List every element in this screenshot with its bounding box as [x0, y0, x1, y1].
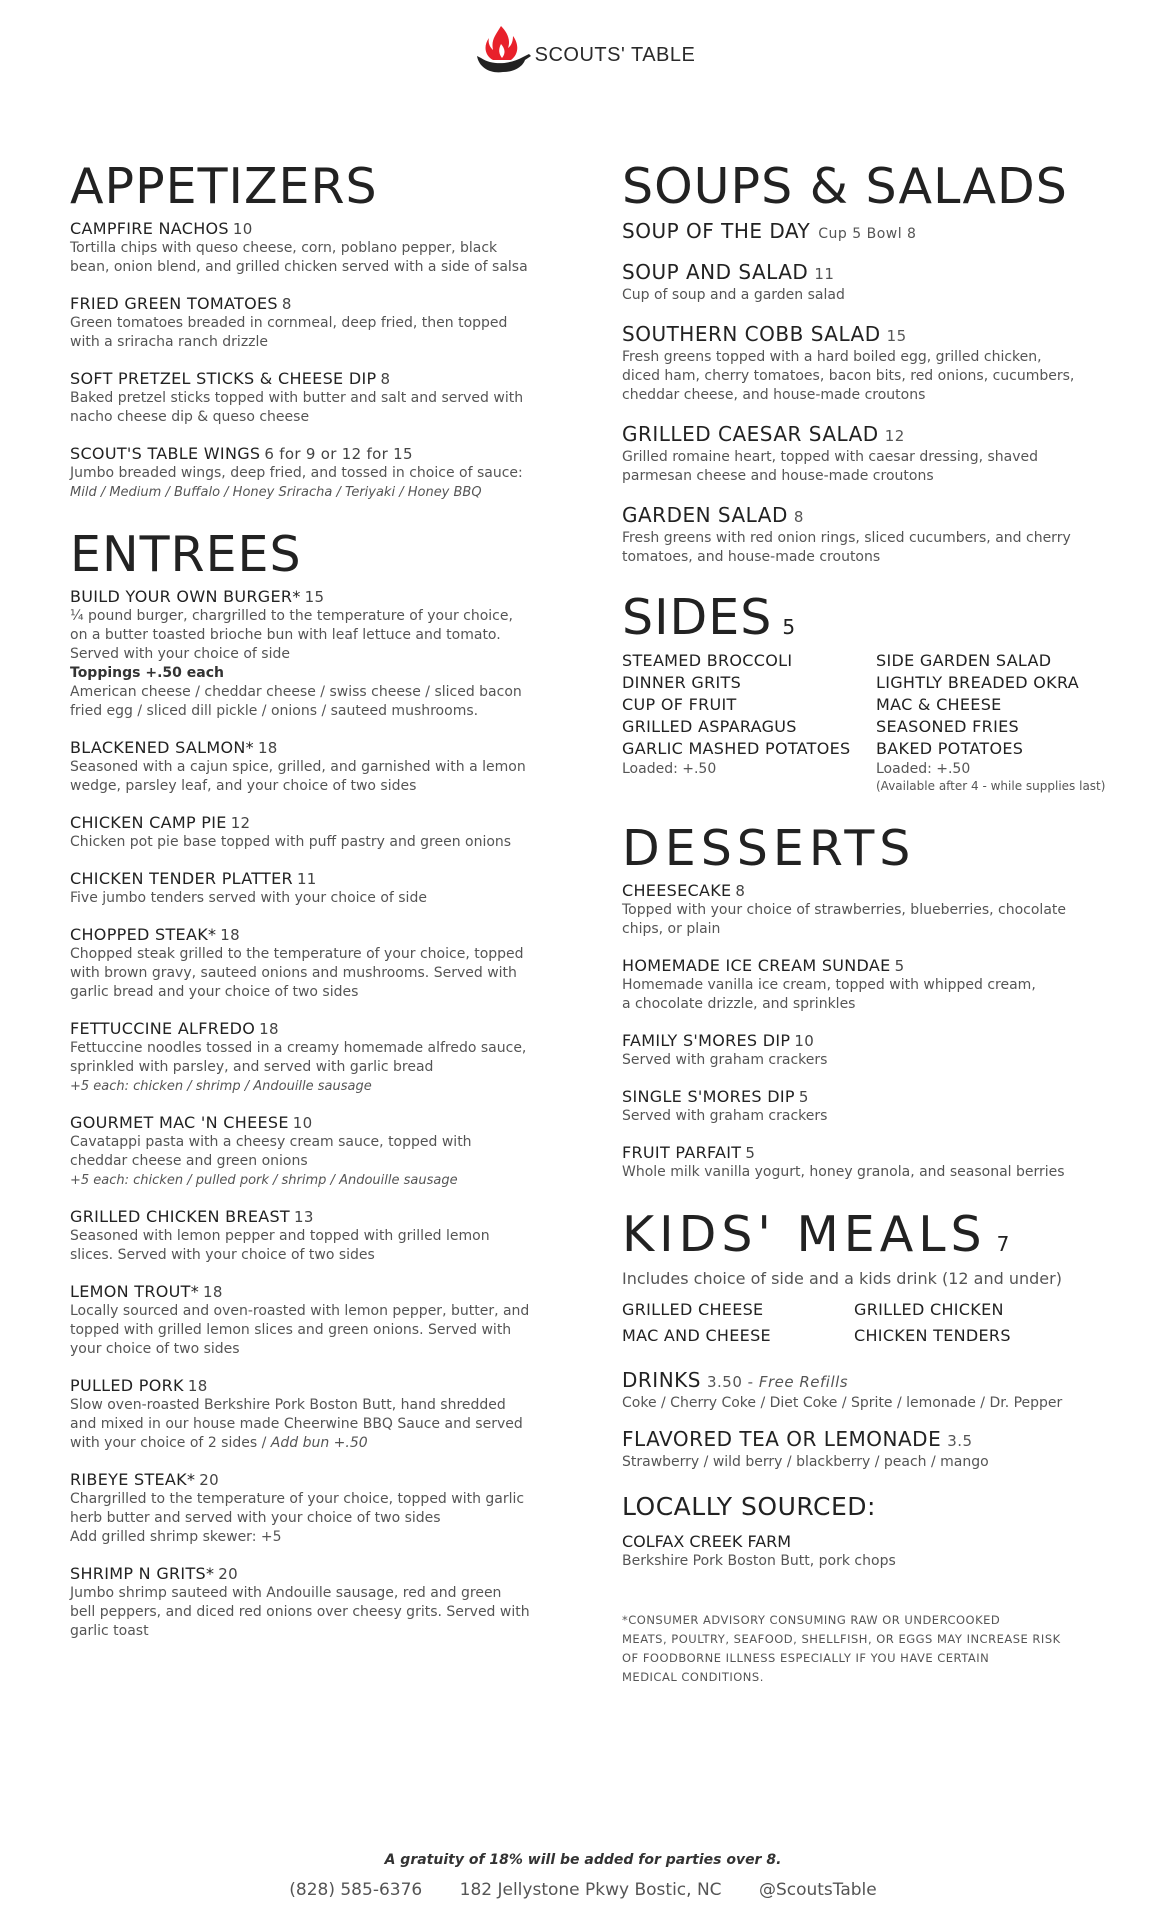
item-desc-line: Whole milk vanilla yogurt, honey granola, and seasonal berries: [622, 1164, 1065, 1180]
entrees-list: [70, 738, 560, 1641]
item-price: 3.50 -: [706, 1373, 759, 1391]
menu-item: [70, 813, 560, 852]
address: 182 Jellystone Pkwy Bostic, NC: [459, 1880, 722, 1900]
item-name: SOFT PRETZEL STICKS & CHEESE DIP: [70, 369, 377, 388]
item-name-row: [622, 956, 1122, 976]
item-name-row: [70, 1470, 560, 1490]
kids-note: Includes choice of side and a kids drink (12 and under): [622, 1269, 1062, 1288]
item-name: CHOPPED STEAK*: [70, 925, 217, 944]
gratuity-note: A gratuity of 18% will be added for parties over 8.: [384, 1852, 782, 1868]
item-addon: +5 each: chicken / shrimp / Andouille sausage: [70, 1079, 372, 1094]
item-desc-line: Served with graham crackers: [622, 1052, 828, 1068]
item-name-row: [70, 738, 560, 758]
item-price: 12: [230, 814, 251, 832]
menu-item: [70, 1564, 560, 1641]
item-name: RIBEYE STEAK*: [70, 1470, 196, 1489]
side-note: Loaded: +.50: [622, 761, 717, 777]
item-desc-line: parmesan cheese and house-made croutons: [622, 468, 934, 484]
item-price: 18: [220, 926, 240, 944]
kids-price: 7: [996, 1232, 1015, 1256]
menu-item: [622, 322, 1122, 405]
menu-item: [622, 422, 1122, 486]
item-price: 6 for 9 or 12 for 15: [264, 445, 413, 463]
side-item: LIGHTLY BREADED OKRA: [876, 673, 1079, 692]
item-name: LEMON TROUT*: [70, 1282, 200, 1301]
item-desc-line: topped with grilled lemon slices and green onions. Served with: [70, 1322, 512, 1338]
side-item: DINNER GRITS: [622, 673, 742, 692]
desserts-list: [622, 881, 1122, 1182]
item-price: 3.5: [947, 1432, 973, 1450]
item-price: 15: [304, 588, 325, 606]
item-name: GRILLED CHICKEN BREAST: [70, 1207, 291, 1226]
item-price-note: Free Refills: [758, 1373, 849, 1391]
item-desc-line: tomatoes, and house-made croutons: [622, 549, 881, 565]
item-name: HOMEMADE ICE CREAM SUNDAE: [622, 956, 891, 975]
item-price: 15: [886, 327, 907, 345]
item-addon: +5 each: chicken / pulled pork / shrimp / Andouille sausage: [70, 1173, 458, 1188]
brand-name: SCOUTS' TABLE: [534, 43, 696, 66]
side-item: STEAMED BROCCOLI: [622, 651, 793, 670]
side-item: SIDE GARDEN SALAD: [876, 651, 1052, 670]
item-desc-line: Strawberry / wild berry / blackberry / peach / mango: [622, 1454, 989, 1470]
item-desc-line: ¼ pound burger, chargrilled to the temperature of your choice,: [70, 608, 513, 624]
toppings-line: American cheese / cheddar cheese / swiss cheese / sliced bacon: [70, 684, 522, 700]
sides-grid: [622, 650, 1122, 794]
item-name: SOUP AND SALAD: [622, 260, 809, 284]
item-desc-line: Five jumbo tenders served with your choice of side: [70, 890, 427, 906]
item-desc-line: Tortilla chips with queso cheese, corn, poblano pepper, black: [70, 240, 498, 256]
side-note: Loaded: +.50: [876, 761, 971, 777]
kids-title: KIDS' MEALS: [622, 1206, 987, 1263]
item-price: 8: [281, 295, 292, 313]
item-addon: Add bun +.50: [270, 1435, 368, 1451]
item-desc-line: a chocolate drizzle, and sprinkles: [622, 996, 856, 1012]
item-name-row: [622, 881, 1122, 901]
sides-price: 5: [782, 615, 797, 639]
item-desc-line: diced ham, cherry tomatoes, bacon bits, red onions, cucumbers,: [622, 368, 1075, 384]
kids-grid: [622, 1300, 1122, 1346]
item-name: BUILD YOUR OWN BURGER*: [70, 587, 301, 606]
item-price: 8: [735, 882, 746, 900]
social-handle: @ScoutsTable: [758, 1880, 877, 1900]
item-price: 10: [794, 1032, 815, 1050]
item-desc-line: cheddar cheese and green onions: [70, 1153, 308, 1169]
item-name: BLACKENED SALMON*: [70, 738, 254, 757]
item-desc-line: Locally sourced and oven-roasted with lemon pepper, butter, and: [70, 1303, 530, 1319]
contact-info: [0, 1880, 1166, 1900]
item-name: GARDEN SALAD: [622, 503, 788, 527]
side-item: SEASONED FRIES: [876, 717, 1019, 736]
item-name-row: [70, 369, 560, 389]
side-item: CUP OF FRUIT: [622, 695, 737, 714]
desserts-heading: DESSERTS: [622, 820, 916, 877]
item-name: SINGLE S'MORES DIP: [622, 1087, 795, 1106]
item-name: FAMILY S'MORES DIP: [622, 1031, 791, 1050]
item-desc-line: Chopped steak grilled to the temperature of your choice, topped: [70, 946, 524, 962]
menu-item: [70, 1113, 560, 1190]
item-desc-line: Chicken pot pie base topped with puff pastry and green onions: [70, 834, 512, 850]
sides-heading: [622, 589, 1122, 646]
item-name: FRIED GREEN TOMATOES: [70, 294, 278, 313]
left-column: [70, 158, 560, 1658]
item-price: 10: [232, 220, 253, 238]
item-desc-line: Fettuccine noodles tossed in a creamy homemade alfredo sauce,: [70, 1040, 527, 1056]
menu-item: [70, 1207, 560, 1265]
local-title: LOCALLY SOURCED:: [622, 1492, 876, 1521]
item-desc-line: Green tomatoes breaded in cornmeal, deep fried, then topped: [70, 315, 508, 331]
advisory-line: *CONSUMER ADVISORY CONSUMING RAW OR UNDERCOOKED: [622, 1613, 1001, 1627]
consumer-advisory: [622, 1611, 1112, 1687]
right-column: [622, 158, 1122, 1687]
item-name-row: [70, 1376, 560, 1396]
advisory-line: OF FOODBORNE ILLNESS ESPECIALLY IF YOU HAVE CERTAIN: [622, 1651, 990, 1665]
item-name-row: [70, 813, 560, 833]
item-name-row: [70, 444, 560, 464]
sides-right-list: [876, 650, 1106, 794]
kids-item: CHICKEN TENDERS: [854, 1326, 1011, 1345]
menu-item: [622, 503, 1122, 567]
item-price: 18: [203, 1283, 223, 1301]
appetizers-heading: APPETIZERS: [70, 158, 378, 215]
side-note-availability: (Available after 4 - while supplies last): [876, 779, 1106, 793]
item-name: CAMPFIRE NACHOS: [70, 219, 229, 238]
item-price: 13: [294, 1208, 314, 1226]
item-name-row: [70, 1113, 560, 1133]
phone-number: (828) 585-6376: [289, 1880, 423, 1900]
sides-title: SIDES: [622, 589, 773, 646]
menu-item: [70, 1019, 560, 1096]
item-price: 18: [187, 1377, 208, 1395]
menu-item: [70, 219, 560, 277]
side-item: GARLIC MASHED POTATOES: [622, 739, 851, 758]
item-name-row: [70, 925, 560, 945]
item-name-row: [622, 422, 1122, 448]
item-name: PULLED PORK: [70, 1376, 184, 1395]
item-name: SCOUT'S TABLE WINGS: [70, 444, 261, 463]
item-desc-line: bean, onion blend, and grilled chicken served with a side of salsa: [70, 259, 528, 275]
appetizers-list: [70, 219, 560, 502]
item-name: FETTUCCINE ALFREDO: [70, 1019, 256, 1038]
item-desc-line: Cup of soup and a garden salad: [622, 287, 845, 303]
menu-item: [70, 1376, 560, 1453]
item-price: 10: [292, 1114, 313, 1132]
item-desc-line: and mixed in our house made Cheerwine BBQ Sauce and served: [70, 1416, 523, 1432]
item-desc-line: Jumbo breaded wings, deep fried, and tossed in choice of sauce:: [70, 465, 523, 481]
item-name: CHICKEN TENDER PLATTER: [70, 869, 293, 888]
item-name-row: [622, 1143, 1122, 1163]
item-name-row: [70, 1564, 560, 1584]
item-desc-line: Slow oven-roasted Berkshire Pork Boston Butt, hand shredded: [70, 1397, 506, 1413]
item-name-row: [70, 1207, 560, 1227]
item-name: FRUIT PARFAIT: [622, 1143, 742, 1162]
item-desc-line: Baked pretzel sticks topped with butter and salt and served with: [70, 390, 524, 406]
item-name: DRINKS: [622, 1368, 701, 1392]
brand-logo: [0, 22, 1166, 78]
menu-item: [70, 925, 560, 1002]
item-desc-line: on a butter toasted brioche bun with leaf lettuce and tomato.: [70, 627, 501, 643]
item-desc-line: chips, or plain: [622, 921, 721, 937]
side-item: BAKED POTATOES: [876, 739, 1024, 758]
flame-skillet-icon: [471, 22, 533, 78]
item-desc-line: garlic toast: [70, 1623, 149, 1639]
item-desc-line: Fresh greens topped with a hard boiled egg, grilled chicken,: [622, 349, 1042, 365]
item-desc-line: nacho cheese dip & queso cheese: [70, 409, 310, 425]
item-name: SHRIMP N GRITS*: [70, 1564, 215, 1583]
item-desc-line: slices. Served with your choice of two sides: [70, 1247, 375, 1263]
item-desc-line: Jumbo shrimp sauteed with Andouille sausage, red and green: [70, 1585, 502, 1601]
item-desc-line: Served with your choice of side: [70, 646, 290, 662]
item-desc-line: Add grilled shrimp skewer: +5: [70, 1529, 282, 1545]
item-price: 8: [380, 370, 391, 388]
item-name: SOUTHERN COBB SALAD: [622, 322, 881, 346]
side-item: GRILLED ASPARAGUS: [622, 717, 797, 736]
item-name: CHICKEN CAMP PIE: [70, 813, 227, 832]
item-name-row: [70, 869, 560, 889]
item-name-row: [70, 1019, 560, 1039]
item-desc-line: garlic bread and your choice of two sides: [70, 984, 359, 1000]
item-price: 20: [218, 1565, 238, 1583]
entrees-heading: ENTREES: [70, 526, 302, 583]
item-price: 18: [259, 1020, 279, 1038]
kids-item: MAC AND CHEESE: [622, 1326, 771, 1345]
menu-item: [622, 881, 1122, 939]
item-price: 18: [257, 739, 278, 757]
item-name-row: [622, 1087, 1122, 1107]
item-desc-text: with your choice of 2 sides /: [70, 1435, 271, 1451]
menu-item: [622, 260, 1122, 305]
advisory-line: MEATS, POULTRY, SEAFOOD, SHELLFISH, OR EGGS MAY INCREASE RISK: [622, 1632, 1061, 1646]
item-price: 12: [884, 427, 905, 445]
kids-item: GRILLED CHEESE: [622, 1300, 764, 1319]
item-desc-line: Grilled romaine heart, topped with caesar dressing, shaved: [622, 449, 1039, 465]
local-desc: Berkshire Pork Boston Butt, pork chops: [622, 1553, 896, 1569]
item-desc-line: Cavatappi pasta with a cheesy cream sauce, topped with: [70, 1134, 472, 1150]
item-name: SOUP OF THE DAY: [622, 219, 811, 243]
item-price: 5: [894, 957, 905, 975]
advisory-line: MEDICAL CONDITIONS.: [622, 1670, 764, 1684]
item-desc-line: Seasoned with a cajun spice, grilled, and garnished with a lemon: [70, 759, 526, 775]
item-price: 5: [798, 1088, 809, 1106]
item-name-row: [70, 294, 560, 314]
menu-item: [70, 1282, 560, 1359]
item-name-row: [622, 1031, 1122, 1051]
side-item: MAC & CHEESE: [876, 695, 1002, 714]
local-block: [622, 1492, 1122, 1571]
item-desc-line: wedge, parsley leaf, and your choice of two sides: [70, 778, 417, 794]
menu-item: [622, 1087, 1122, 1126]
menu-item-burger: [70, 587, 560, 721]
item-desc-line: cheddar cheese, and house-made croutons: [622, 387, 926, 403]
item-desc-line: Homemade vanilla ice cream, topped with whipped cream,: [622, 977, 1036, 993]
toppings-line: fried egg / sliced dill pickle / onions / sauteed mushrooms.: [70, 703, 479, 719]
sides-left-list: [622, 650, 876, 794]
item-desc-line: [70, 1434, 560, 1453]
item-price: 11: [814, 265, 835, 283]
item-name-row: [70, 219, 560, 239]
tea-block: [622, 1427, 1122, 1472]
item-price: Cup 5 Bowl 8: [818, 226, 917, 242]
menu-item: [70, 1470, 560, 1547]
item-desc-line: with brown gravy, sauteed onions and mushrooms. Served with: [70, 965, 517, 981]
item-name: CHEESECAKE: [622, 881, 732, 900]
item-desc-line: Topped with your choice of strawberries, blueberries, chocolate: [622, 902, 1067, 918]
local-farm: COLFAX CREEK FARM: [622, 1532, 792, 1551]
menu-item: [70, 369, 560, 427]
kids-heading: [622, 1206, 1122, 1263]
item-name-row: [622, 503, 1122, 529]
menu-item: [622, 1143, 1122, 1182]
soup-of-the-day: [622, 219, 1122, 246]
item-name: FLAVORED TEA OR LEMONADE: [622, 1427, 942, 1451]
menu-item: [622, 956, 1122, 1014]
item-desc-line: sprinkled with parsley, and served with garlic bread: [70, 1059, 434, 1075]
kids-item: GRILLED CHICKEN: [854, 1300, 1004, 1319]
item-name: GRILLED CAESAR SALAD: [622, 422, 879, 446]
item-desc-line: your choice of two sides: [70, 1341, 240, 1357]
toppings-label: Toppings +.50 each: [70, 665, 224, 681]
item-price: 5: [745, 1144, 756, 1162]
item-name-row: [70, 1282, 560, 1302]
item-desc-line: Served with graham crackers: [622, 1108, 828, 1124]
item-desc-line: herb butter and served with your choice of two sides: [70, 1510, 441, 1526]
item-desc-line: bell peppers, and diced red onions over cheesy grits. Served with: [70, 1604, 530, 1620]
item-desc-line: Coke / Cherry Coke / Diet Coke / Sprite / lemonade / Dr. Pepper: [622, 1395, 1063, 1411]
menu-item: [70, 869, 560, 908]
item-price: 11: [296, 870, 317, 888]
item-price: 20: [199, 1471, 219, 1489]
drinks-block: [622, 1368, 1122, 1413]
item-desc-line: with a sriracha ranch drizzle: [70, 334, 269, 350]
menu-item: [70, 444, 560, 502]
sauce-options: Mild / Medium / Buffalo / Honey Sriracha / Teriyaki / Honey BBQ: [70, 485, 482, 500]
item-name-row: [622, 322, 1122, 348]
menu-item: [70, 294, 560, 352]
menu-item: [70, 738, 560, 796]
soups-heading: SOUPS & SALADS: [622, 158, 1068, 215]
item-desc-line: Chargrilled to the temperature of your choice, topped with garlic: [70, 1491, 525, 1507]
item-price: 8: [793, 508, 804, 526]
item-name-row: [622, 260, 1122, 286]
item-desc-line: Seasoned with lemon pepper and topped with grilled lemon: [70, 1228, 490, 1244]
item-name: GOURMET MAC 'N CHEESE: [70, 1113, 289, 1132]
soups-list: [622, 260, 1122, 567]
item-desc-line: Fresh greens with red onion rings, sliced cucumbers, and cherry: [622, 530, 1071, 546]
menu-item: [622, 1031, 1122, 1070]
